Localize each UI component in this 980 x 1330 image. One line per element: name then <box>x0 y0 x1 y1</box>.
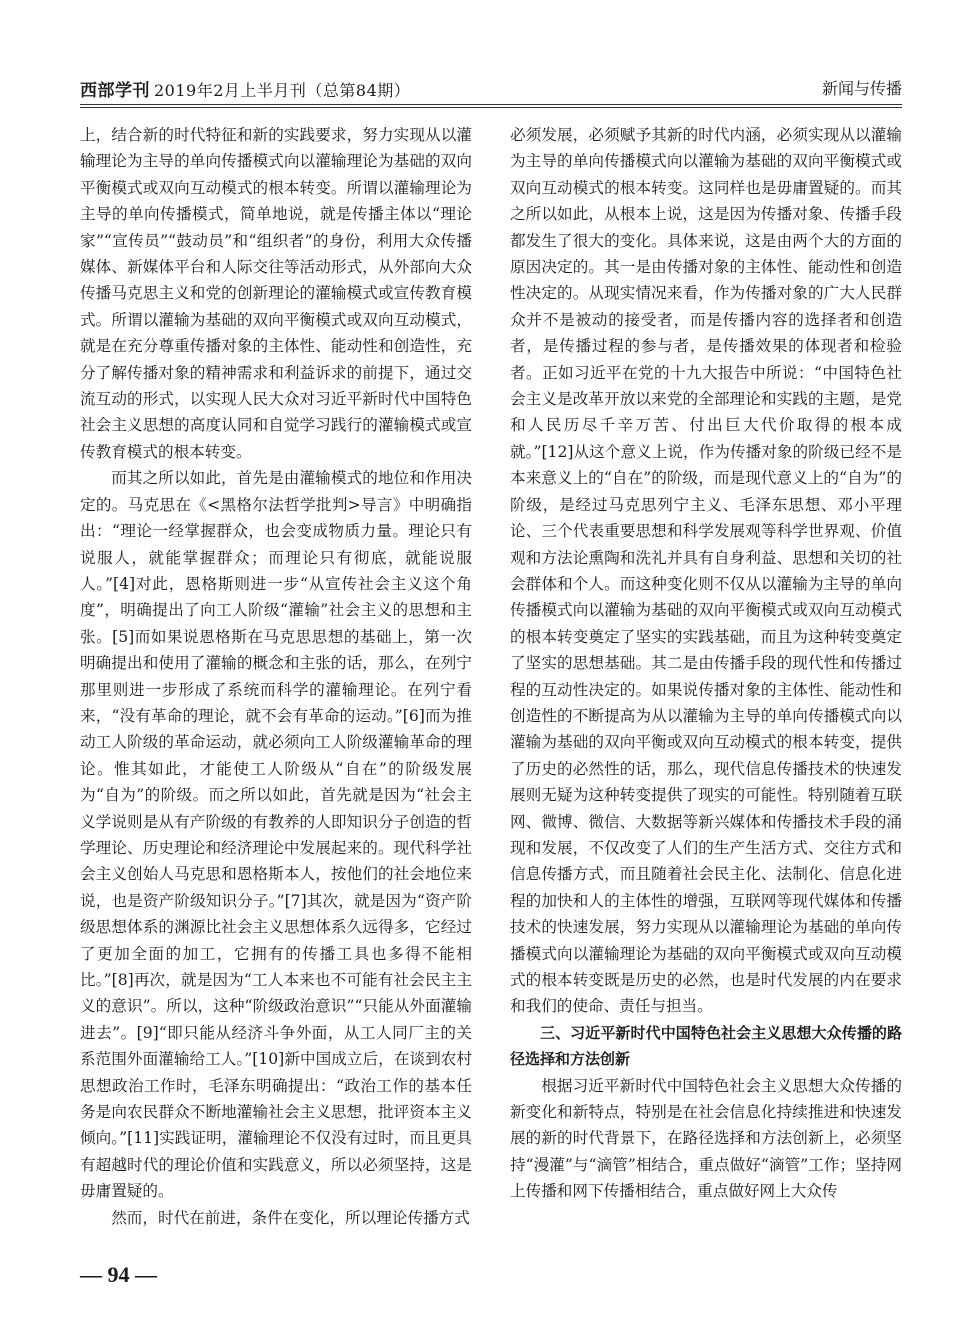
section-heading: 三、习近平新时代中国特色社会主义思想大众传播的路径选择和方法创新 <box>510 1023 902 1069</box>
right-column <box>510 122 902 1262</box>
running-header <box>80 72 902 102</box>
body-paragraph: 根据习近平新时代中国特色社会主义思想大众传播的新变化和新特点，特别是在社会信息化持续推进和快速发展的新的时代背景下，在路径选择和方法创新上，必须坚持“漫灌”与“滴管”相结合，重点做好“滴管”工作；坚持网上传播和网下传播相结合，重点做好网上大众传 <box>510 1076 902 1201</box>
page-number: — 94 — <box>80 1262 157 1287</box>
left-column <box>80 122 472 1242</box>
body-paragraph: 而其之所以如此，首先是由灌输模式的地位和作用决定的。马克思在《<黑格尔法哲学批判>导言》中明确指出：“理论一经掌握群众，也会变成物质力量。理论只有说服人，就能掌握群众；而理论只有彻底，就能说服人。”[4]对此，恩格斯则进一步“从宣传社会主义这个角度”，明确提出了向工人阶级“灌输”社会主义的思想和主张。[5]而如果说恩格斯在马克思思想的基础上，第一次明确提出和使用了灌输的概念和主张的话，那么，在列宁那里则进一步形成了系统而科学的灌输理论。在列宁看来，“没有革命的理论，就不会有革命的运动。”[6]而为推动工人阶级的革命运动，就必须向工人阶级灌输革命的理论。惟其如此，才能使工人阶级从“自在”的阶级发展为“自为”的阶级。而之所以如此，首先就是因为“社会主义学说则是从有产阶级的有教养的人即知识分子创造的哲学理论、历史理论和经济理论中发展起来的。现代科学社会主义创始人马克思和恩格斯本人，按他们的社会地位来说，也是资产阶级知识分子。”[7]其次，就是因为“资产阶级思想体系的渊源比社会主义思想体系久远得多，它经过了更加全面的加工，它拥有的传播工具也多得不能相比。”[8]再次，就是因为“工人本来也不可能有社会民主主义的意识”。所以，这种“阶级政治意识”“只能从外面灌输进去”。[9]“即只能从经济斗争外面，从工人同厂主的关系范围外面灌输给工人。”[10]新中国成立后，在谈到农村思想政治工作时，毛泽东明确提出：“政治工作的基本任务是向农民群众不断地灌输社会主义思想，批评资本主义倾向。”[11]实践证明，灌输理论不仅没有过时，而且更具有超越时代的理论价值和实践意义，所以必须坚持，这是毋庸置疑的。 <box>80 469 472 1201</box>
body-paragraph: 上，结合新的时代特征和新的实践要求，努力实现从以灌输理论为主导的单向传播模式向以灌输理论为基础的双向平衡模式或双向互动模式的根本转变。所谓以灌输理论为主导的单向传播模式，简单地说，就是传播主体以“理论家”“宣传员”“鼓动员”和“组织者”的身份，利用大众传播媒体、新媒体平台和人际交往等活动形式，从外部向大众传播马克思主义和党的创新理论的灌输模式或宣传教育模式。所谓以灌输为基础的双向平衡模式或双向互动模式，就是在充分尊重传播对象的主体性、能动性和创造性，充分了解传播对象的精神需求和利益诉求的前提下，通过交流互动的形式，以实现人民大众对习近平新时代中国特色社会主义思想的高度认同和自觉学习践行的灌输模式或宣传教育模式的根本转变。 <box>80 126 472 461</box>
section-title: 新闻与传播 <box>821 79 902 98</box>
issue-info: 2019年2月上半月刊（总第84期） <box>154 81 411 100</box>
journal-info <box>80 76 410 101</box>
body-paragraph: 必须发展，必须赋予其新的时代内涵，必须实现从以灌输为主导的单向传播模式向以灌输为基础的双向平衡模式或双向互动模式的根本转变。这同样也是毋庸置疑的。而其之所以如此，从根本上说，这是因为传播对象、传播手段都发生了很大的变化。具体来说，这是由两个大的方面的原因决定的。其一是由传播对象的主体性、能动性和创造性决定的。从现实情况来看，作为传播对象的广大人民群众并不是被动的接受者，而是传播内容的选择者和创造者，是传播过程的参与者，是传播效果的体现者和检验者。正如习近平在党的十九大报告中所说：“中国特色社会主义是改革开放以来党的全部理论和实践的主题，是党和人民历尽千辛万苦、付出巨大代价取得的根本成就。”[12]从这个意义上说，作为传播对象的阶级已经不是本来意义上的“自在”的阶级，而是现代意义上的“自为”的阶级，是经过马克思列宁主义、毛泽东思想、邓小平理论、三个代表重要思想和科学发展观等科学世界观、价值观和方法论熏陶和洗礼并具有自身利益、思想和关切的社会群体和个人。而这种变化则不仅从以灌输为主导的单向传播模式向以灌输为基础的双向平衡模式或双向互动模式的根本转变奠定了坚实的实践基础，而且为这种转变奠定了坚实的思想基础。其二是由传播手段的现代性和传播过程的互动性决定的。如果说传播对象的主体性、能动性和创造性的不断提高为从以灌输为主导的单向传播模式向以灌输为基础的双向平衡或双向互动模式的根本转变，提供了历史的必然性的话，那么，现代信息传播技术的快速发展则无疑为这种转变提供了现实的可能性。特别随着互联网、微博、微信、大数据等新兴媒体和传播技术手段的涌现和发展，不仅改变了人们的生产生活方式、交往方式和信息传播方式，而且随着社会民主化、法制化、信息化进程的加快和人的主体性的增强，互联网等现代媒体和传播技术的快速发展，努力实现从以灌输理论为基础的单向传播模式向以灌输理论为基础的双向平衡模式或双向互动模式的根本转变既是历史的必然，也是时代发展的内在要求和我们的使命、责任与担当。 <box>510 126 902 1016</box>
header-rule <box>80 104 902 108</box>
body-paragraph: 然而，时代在前进，条件在变化，所以理论传播方式 <box>111 1208 470 1227</box>
journal-name: 西部学刊 <box>80 81 150 101</box>
